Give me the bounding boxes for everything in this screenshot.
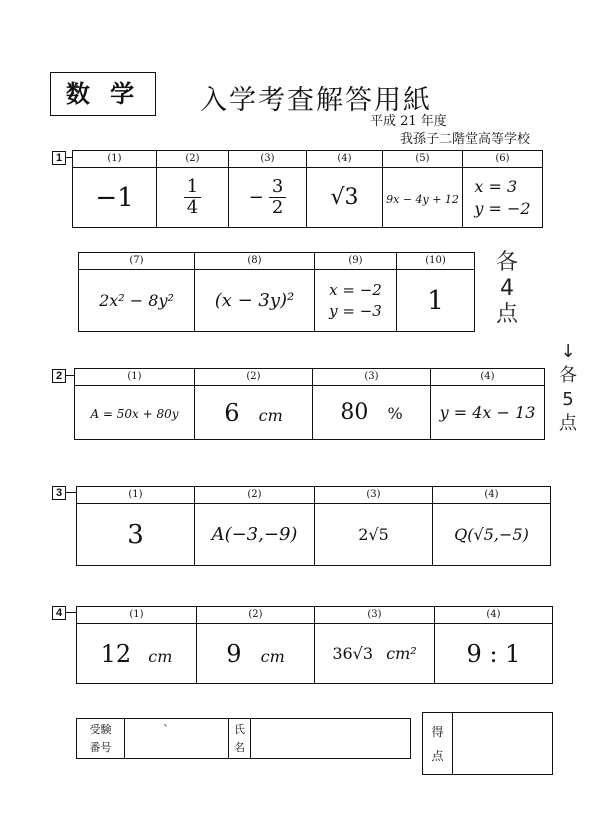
col-label: (1) — [73, 151, 157, 168]
answer-cell — [197, 624, 315, 684]
col-label: (4) — [435, 607, 553, 624]
answer-4-2-value: 9 — [226, 639, 242, 668]
col-label: (2) — [195, 369, 313, 386]
minus-sign: − — [248, 187, 264, 208]
note-char: 各 — [495, 250, 518, 275]
answer-cell — [157, 168, 229, 228]
answer-2-3-unit: % — [387, 404, 403, 423]
q2-answer-table — [74, 368, 545, 440]
equation-line: y = −2 — [474, 198, 531, 218]
answer-cell — [195, 386, 313, 440]
answer-1-6 — [474, 176, 530, 219]
answer-1-1: −1 — [95, 182, 134, 213]
numerator: 3 — [269, 177, 286, 198]
col-label: (3) — [313, 369, 431, 386]
answer-3-2: A(−3,−9) — [211, 524, 298, 545]
question-4-rule — [66, 612, 76, 613]
answer-cell — [315, 270, 397, 332]
answer-cell — [433, 504, 551, 566]
exam-number-field[interactable] — [125, 719, 229, 759]
q3-answer-table — [76, 486, 551, 566]
answer-cell — [435, 624, 553, 684]
answer-cell — [229, 168, 307, 228]
exam-number-name-box — [76, 718, 411, 759]
answer-cell — [397, 270, 475, 332]
answer-3-4: Q(√5,−5) — [454, 525, 529, 544]
col-label: (1) — [77, 487, 195, 504]
answer-4-3-unit: cm² — [386, 644, 417, 663]
col-label: (4) — [431, 369, 545, 386]
answer-4-1-unit: cm — [148, 646, 173, 666]
answer-4-1-value: 12 — [100, 639, 132, 668]
equation-line: y = −3 — [329, 301, 382, 320]
equation-line: x = 3 — [474, 176, 518, 196]
col-label: (4) — [307, 151, 383, 168]
score-box — [422, 712, 553, 775]
col-label: (3) — [229, 151, 307, 168]
note-char: 点 — [559, 413, 577, 434]
question-3-rule — [66, 492, 76, 493]
name-field[interactable] — [251, 719, 411, 759]
answer-4-3-value: 36√3 — [332, 644, 374, 663]
answer-1-10: 1 — [427, 285, 444, 316]
col-label: (3) — [315, 607, 435, 624]
answer-cell — [195, 270, 315, 332]
denominator: 4 — [186, 197, 199, 218]
label-line: 番号 — [89, 740, 112, 754]
q4-answer-table — [76, 606, 553, 684]
answer-2-4: y = 4x − 13 — [439, 403, 536, 422]
answer-1-8: (x − 3y)² — [214, 290, 295, 311]
score-label — [423, 713, 453, 775]
answer-4-2-unit: cm — [260, 646, 285, 666]
name-label — [229, 719, 251, 759]
exam-year: 平成 21 年度 — [370, 114, 447, 129]
col-label: (10) — [397, 253, 475, 270]
answer-cell — [73, 168, 157, 228]
note-char: 5 — [562, 389, 574, 410]
handwritten-score-note-q2 — [554, 340, 582, 436]
col-label: (2) — [197, 607, 315, 624]
answer-cell — [383, 168, 463, 228]
col-label: (9) — [315, 253, 397, 270]
col-label: (1) — [77, 607, 197, 624]
label-line: 受験 — [89, 722, 112, 736]
note-char: 各 — [559, 365, 577, 386]
col-label: (2) — [195, 487, 315, 504]
answer-cell — [463, 168, 543, 228]
col-label: (2) — [157, 151, 229, 168]
col-label: (8) — [195, 253, 315, 270]
question-number-3: 3 — [52, 486, 66, 500]
label-line: 氏 — [234, 722, 245, 736]
answer-cell — [315, 504, 433, 566]
answer-cell — [313, 386, 431, 440]
question-number-4: 4 — [52, 606, 66, 620]
col-label: (3) — [315, 487, 433, 504]
note-char: 点 — [495, 302, 518, 327]
answer-2-3-value: 80 — [340, 400, 369, 425]
answer-4-4: 9 : 1 — [466, 639, 521, 668]
answer-1-9 — [329, 280, 382, 321]
handwritten-score-note-q1 — [492, 250, 522, 328]
answer-2-2-value: 6 — [224, 398, 240, 427]
answer-cell — [77, 624, 197, 684]
sheet-title: 入学考査解答用紙 — [200, 85, 432, 116]
answer-cell — [431, 386, 545, 440]
school-name: 我孫子二階堂高等学校 — [400, 132, 531, 147]
answer-cell — [195, 504, 315, 566]
answer-1-3 — [269, 177, 286, 218]
answer-3-3: 2√5 — [358, 525, 389, 544]
label-line: 得 — [431, 724, 444, 739]
question-number-1: 1 — [52, 151, 66, 165]
score-field[interactable] — [453, 713, 553, 775]
exam-number-label — [77, 719, 125, 759]
answer-1-4: √3 — [330, 185, 359, 210]
answer-cell — [307, 168, 383, 228]
label-line: 点 — [431, 748, 444, 763]
col-label: (7) — [79, 253, 195, 270]
answer-cell — [79, 270, 195, 332]
col-label: (6) — [463, 151, 543, 168]
answer-1-2 — [184, 177, 201, 218]
question-2-rule — [66, 375, 74, 376]
note-char: 4 — [500, 276, 514, 301]
answer-3-1: 3 — [127, 519, 144, 550]
answer-cell — [77, 504, 195, 566]
label-line: 名 — [234, 740, 245, 754]
q1-answer-table-row1 — [72, 150, 543, 228]
note-char: ↓ — [560, 341, 576, 362]
subject-label: 数 学 — [65, 79, 141, 108]
numerator: 1 — [184, 177, 201, 198]
col-label: (5) — [383, 151, 463, 168]
equation-line: x = −2 — [329, 281, 382, 300]
col-label: (1) — [75, 369, 195, 386]
col-label: (4) — [433, 487, 551, 504]
q1-answer-table-row2 — [78, 252, 475, 332]
denominator: 2 — [271, 197, 284, 218]
answer-2-1: A = 50x + 80y — [90, 407, 179, 421]
stray-mark: ˋ — [163, 723, 169, 737]
answer-2-2-unit: cm — [258, 405, 283, 425]
answer-1-5: 9x − 4y + 12 — [386, 193, 459, 206]
answer-1-7: 2x² − 8y² — [99, 291, 174, 310]
question-number-2: 2 — [52, 369, 66, 383]
answer-cell — [315, 624, 435, 684]
answer-cell — [75, 386, 195, 440]
